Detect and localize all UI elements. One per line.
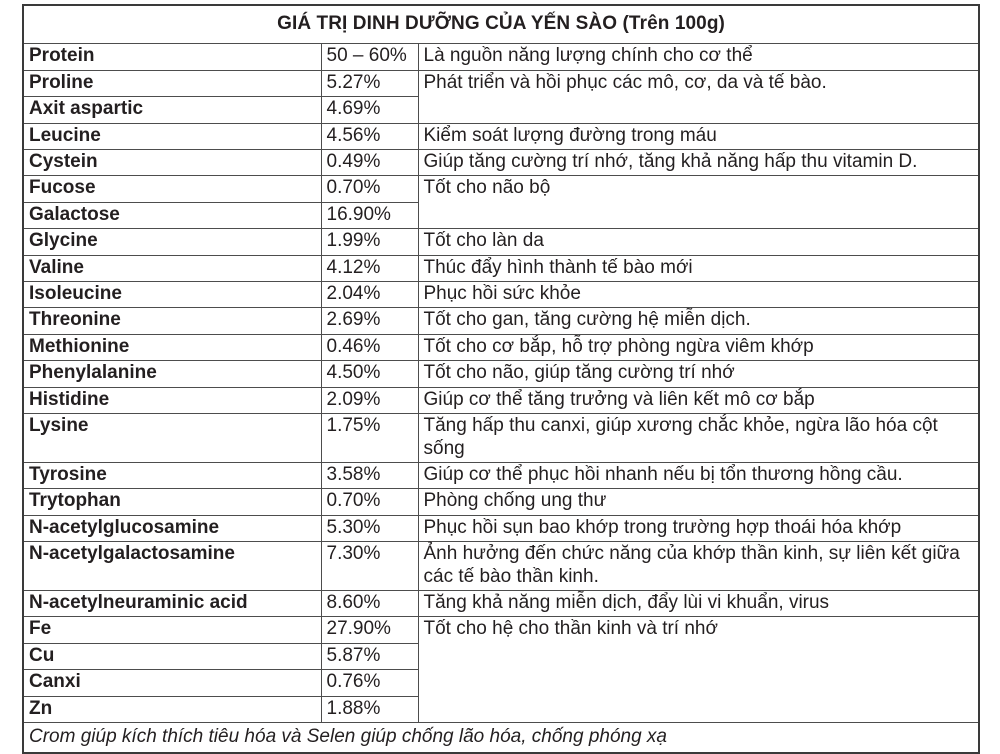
nutrient-value: 4.50% (321, 361, 418, 387)
table-row (23, 282, 979, 308)
table-row (23, 150, 979, 176)
nutrient-value: 8.60% (321, 590, 418, 616)
nutrient-name: N-acetylglucosamine (23, 515, 321, 541)
nutrient-description: Phát triển và hồi phục các mô, cơ, da và tế bào. (418, 70, 979, 123)
nutrient-value: 50 – 60% (321, 44, 418, 70)
footnote-text: Crom giúp kích thích tiêu hóa và Selen giúp chống lão hóa, chống phóng xạ (23, 722, 979, 753)
nutrient-name: Valine (23, 255, 321, 281)
nutrient-value: 0.70% (321, 176, 418, 202)
nutrient-name: Tyrosine (23, 462, 321, 488)
nutrient-value: 0.49% (321, 150, 418, 176)
table-row (23, 542, 979, 591)
table-row (23, 387, 979, 413)
table-footer (23, 722, 979, 753)
nutrient-name: Galactose (23, 202, 321, 228)
nutrient-value: 1.75% (321, 414, 418, 463)
nutrient-value: 2.69% (321, 308, 418, 334)
nutrient-value: 1.88% (321, 696, 418, 722)
table-row (23, 334, 979, 360)
table-row (23, 176, 979, 202)
nutrient-description: Phục hồi sụn bao khớp trong trường hợp thoái hóa khớp (418, 515, 979, 541)
nutrient-value: 5.87% (321, 643, 418, 669)
nutrient-name: Cu (23, 643, 321, 669)
nutrient-name: Methionine (23, 334, 321, 360)
nutrient-description: Tăng hấp thu canxi, giúp xương chắc khỏe, ngừa lão hóa cột sống (418, 414, 979, 463)
nutrient-name: Leucine (23, 123, 321, 149)
nutrient-description: Tốt cho hệ cho thần kinh và trí nhớ (418, 617, 979, 723)
nutrient-description: Tăng khả năng miễn dịch, đẩy lùi vi khuẩn, virus (418, 590, 979, 616)
nutrient-name: Fe (23, 617, 321, 643)
nutrient-description: Ảnh hưởng đến chức năng của khớp thần kinh, sự liên kết giữa các tế bào thần kinh. (418, 542, 979, 591)
nutrient-value: 0.76% (321, 670, 418, 696)
nutrient-description: Là nguồn năng lượng chính cho cơ thể (418, 44, 979, 70)
nutrient-value: 4.12% (321, 255, 418, 281)
nutrition-table (22, 4, 980, 754)
nutrient-value: 5.27% (321, 70, 418, 96)
nutrient-description: Kiểm soát lượng đường trong máu (418, 123, 979, 149)
nutrient-value: 27.90% (321, 617, 418, 643)
nutrient-description: Tốt cho não, giúp tăng cường trí nhớ (418, 361, 979, 387)
nutrient-description: Phục hồi sức khỏe (418, 282, 979, 308)
nutrient-value: 7.30% (321, 542, 418, 591)
nutrient-name: Zn (23, 696, 321, 722)
table-row (23, 70, 979, 96)
nutrient-value: 2.09% (321, 387, 418, 413)
nutrient-name: Canxi (23, 670, 321, 696)
nutrient-name: Histidine (23, 387, 321, 413)
nutrient-name: N-acetylgalactosamine (23, 542, 321, 591)
table-row (23, 515, 979, 541)
table-row (23, 462, 979, 488)
table-row (23, 361, 979, 387)
table-row (23, 489, 979, 515)
table-row (23, 308, 979, 334)
nutrient-description: Thúc đẩy hình thành tế bào mới (418, 255, 979, 281)
nutrient-description: Tốt cho cơ bắp, hỗ trợ phòng ngừa viêm khớp (418, 334, 979, 360)
nutrient-value: 0.46% (321, 334, 418, 360)
table-row (23, 123, 979, 149)
nutrient-value: 0.70% (321, 489, 418, 515)
table-body (23, 5, 979, 722)
nutrient-name: Phenylalanine (23, 361, 321, 387)
nutrient-name: Protein (23, 44, 321, 70)
table-row (23, 229, 979, 255)
nutrient-name: Proline (23, 70, 321, 96)
nutrient-name: Lysine (23, 414, 321, 463)
nutrient-description: Giúp cơ thể phục hồi nhanh nếu bị tổn thương hồng cầu. (418, 462, 979, 488)
nutrient-description: Tốt cho làn da (418, 229, 979, 255)
nutrient-value: 4.69% (321, 97, 418, 123)
table-row (23, 617, 979, 643)
nutrient-name: Fucose (23, 176, 321, 202)
nutrient-value: 3.58% (321, 462, 418, 488)
nutrient-name: Cystein (23, 150, 321, 176)
nutrient-value: 1.99% (321, 229, 418, 255)
nutrient-name: Trytophan (23, 489, 321, 515)
table-row (23, 590, 979, 616)
table-row (23, 44, 979, 70)
nutrient-name: Glycine (23, 229, 321, 255)
page-title: GIÁ TRỊ DINH DƯỠNG CỦA YẾN SÀO (Trên 100g) (23, 5, 979, 44)
table-title-row (23, 5, 979, 44)
nutrient-value: 5.30% (321, 515, 418, 541)
table-row (23, 414, 979, 463)
nutrient-description: Tốt cho não bộ (418, 176, 979, 229)
nutrient-name: N-acetylneuraminic acid (23, 590, 321, 616)
nutrient-value: 16.90% (321, 202, 418, 228)
footnote-row (23, 722, 979, 753)
table-row (23, 255, 979, 281)
nutrient-value: 4.56% (321, 123, 418, 149)
nutrient-value: 2.04% (321, 282, 418, 308)
nutrient-name: Axit aspartic (23, 97, 321, 123)
nutrient-name: Isoleucine (23, 282, 321, 308)
nutrient-description: Phòng chống ung thư (418, 489, 979, 515)
nutrient-description: Giúp tăng cường trí nhớ, tăng khả năng hấp thu vitamin D. (418, 150, 979, 176)
nutrient-name: Threonine (23, 308, 321, 334)
nutrient-description: Tốt cho gan, tăng cường hệ miễn dịch. (418, 308, 979, 334)
nutrient-description: Giúp cơ thể tăng trưởng và liên kết mô cơ bắp (418, 387, 979, 413)
